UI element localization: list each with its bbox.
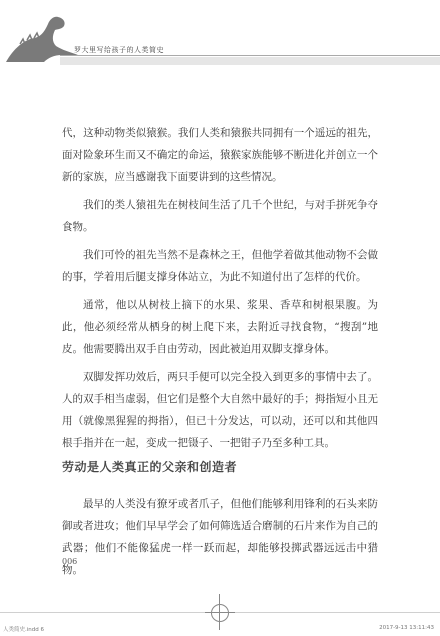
header-rule	[60, 55, 440, 56]
page-header	[0, 0, 440, 75]
body-text	[62, 122, 378, 460]
paragraph: 通常，他以从树枝上摘下的水果、浆果、香草和树根果腹。为此，他必须经常从栖身的树上爬下来，去附近寻找食物，“搜刮”地皮。他需要腾出双手自由劳动，因此被迫用双脚支撑身体。	[62, 299, 378, 355]
running-title: 罗大里写给孩子的人类简史	[74, 46, 164, 54]
paragraph: 双脚发挥功效后，两只手便可以完全投入到更多的事情中去了。人的双手相当虚弱，但它们是整个大自然中最好的手；拇指短小且无用（就像黑猩猩的拇指），但已十分发达，可以动，还可以和其他四根手指并在一起，变成一把镊子、一把钳子乃至多种工具。	[62, 371, 378, 449]
paragraph: 我们的类人猿祖先在树枝间生活了几千个世纪，与对手拼死争夺食物。	[62, 199, 378, 233]
section-heading: 劳动是人类真正的父亲和创造者	[62, 460, 238, 474]
paragraph: 代，这种动物类似猿猴。我们人类和猿猴共同拥有一个遥远的祖先，面对险象环生而又不确定的命运，猿猴家族能够不断进化并创立一个新的家族，应当感谢我下面要讲到的这些情况。	[62, 127, 378, 183]
header-band	[60, 57, 440, 65]
footer-filename: 人类简史.indd 6	[3, 627, 44, 633]
paragraph: 我们可怜的祖先当然不是森林之王，但他学着做其他动物不会做的事，学着用后腿支撑身体站立，为此不知道付出了怎样的代价。	[62, 249, 378, 283]
paragraph: 最早的人类没有獠牙或者爪子，但他们能够利用锋利的石头来防御或者进攻；他们早早学会了如何筛选适合磨制的石片来作为自己的武器；他们不能像猛虎一样一跃而起，却能够投掷武器远远击中猎物。	[62, 498, 378, 576]
page-number: 006	[62, 557, 78, 566]
footer-timestamp: 2017-9-13 13:11:43	[379, 625, 434, 631]
section-body	[62, 493, 378, 587]
